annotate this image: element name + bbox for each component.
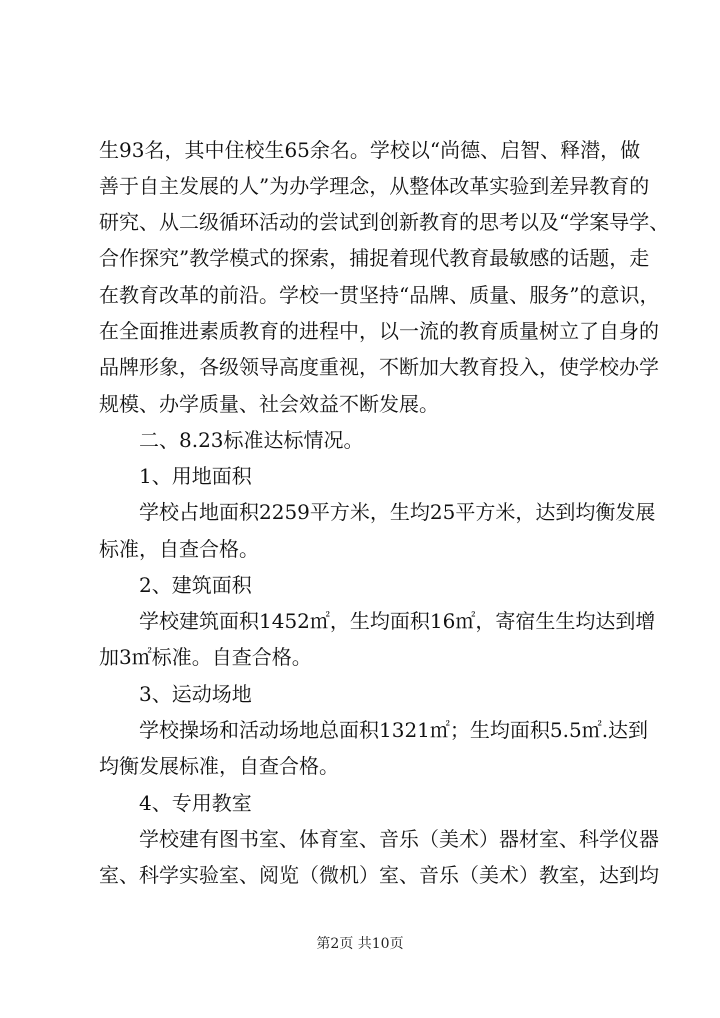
text-line: 品牌形象，各级领导高度重视，不断加大教育投入，使学校办学 [99,355,659,379]
text-line: 标准，自查合格。 [99,537,259,561]
heading-text: 4、专用教室 [139,791,252,815]
text-line: 在全面推进素质教育的进程中，以一流的教育质量树立了自身的 [99,319,659,343]
text-line: 学校占地面积2259平方米，生均25平方米，达到均衡发展 [139,500,656,524]
text-line: 学校建有图书室、体育室、音乐（美术）器材室、科学仪器 [139,827,659,851]
text-line: 合作探究”教学模式的探索，捕捉着现代教育最敏感的话题，走 [99,246,650,270]
heading-text: 3、运动场地 [139,682,252,706]
heading-text: 1、用地面积 [139,464,252,488]
text-line: 生93名，其中住校生65余名。学校以“尚德、启智、释潜，做 [99,138,641,162]
text-line: 在教育改革的前沿。学校一贯坚持“品牌、质量、服务”的意识， [99,283,660,307]
text-line: 研究、从二级循环活动的尝试到创新教育的思考以及“学案导学、 [99,210,670,234]
page-number-footer: 第2页 共10页 [316,936,404,952]
text-line: 均衡发展标准，自查合格。 [99,754,339,778]
text-line: 善于自主发展的人”为办学理念，从整体改革实验到差异教育的 [99,174,650,198]
text-line: 加3㎡标准。自查合格。 [99,645,312,669]
heading-text: 2、建筑面积 [139,573,252,597]
heading-text: 二、8.23标准达标情况。 [139,428,364,452]
text-line: 室、科学实验室、阅览（微机）室、音乐（美术）教室，达到均 [99,863,659,887]
text-line: 学校操场和活动场地总面积1321㎡；生均面积5.5㎡.达到 [139,718,649,742]
text-line: 规模、办学质量、社会效益不断发展。 [99,392,439,416]
text-line: 学校建筑面积1452㎡，生均面积16㎡，寄宿生生均达到增 [139,609,656,633]
